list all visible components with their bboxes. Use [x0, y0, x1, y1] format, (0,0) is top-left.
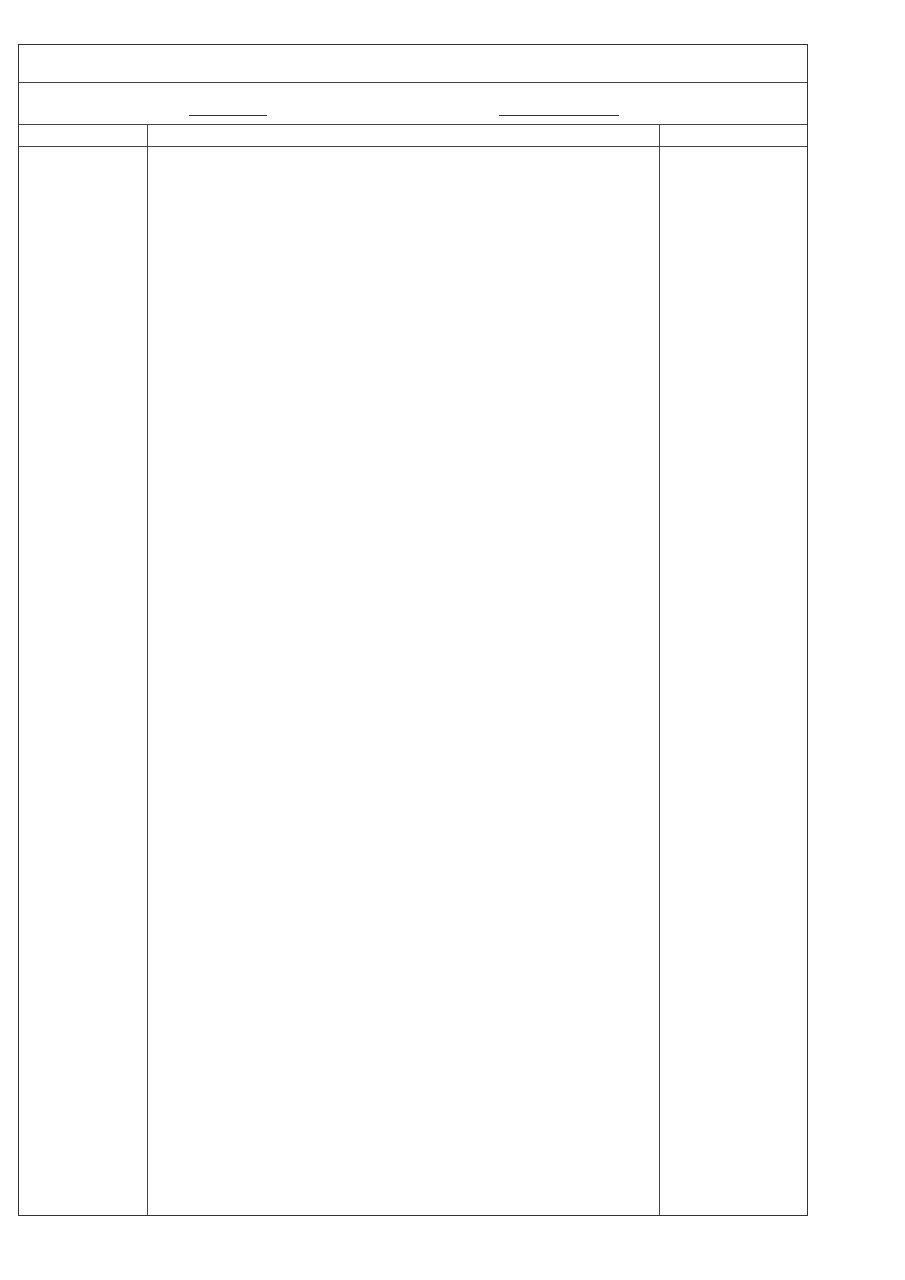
content-header — [149, 125, 659, 147]
due-date-header — [661, 125, 807, 147]
column-divider — [659, 125, 660, 1215]
date-field — [499, 97, 619, 116]
class-field — [189, 97, 267, 116]
table-header — [19, 125, 807, 147]
homework-diary-form — [18, 44, 808, 1216]
column-divider — [147, 125, 148, 1215]
form-title — [19, 45, 807, 83]
subject-header — [19, 125, 147, 147]
class-date-row — [19, 83, 807, 125]
